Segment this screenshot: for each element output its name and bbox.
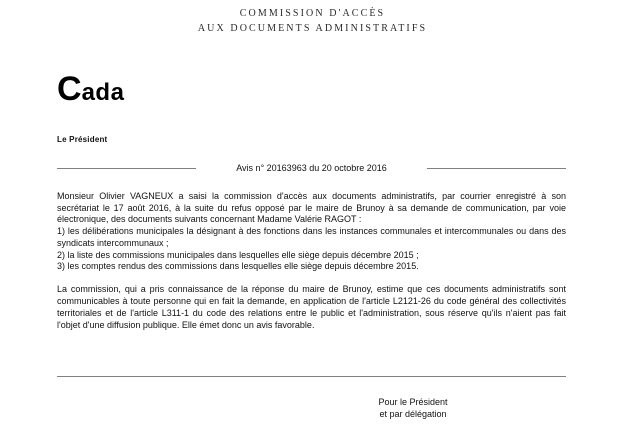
list-item: 2) la liste des commissions municipales dans lesquelles elle siège depuis décembre 2015 ; [57,249,419,260]
document-body [57,191,566,331]
signature-block [348,397,478,420]
avis-title: Avis n° 20163963 du 20 octobre 2016 [236,163,387,173]
letterhead-line-1: COMMISSION D'ACCÈS [239,8,386,19]
divider-left [57,168,196,169]
list-item: 1) les délibérations municipales la désignant à des fonctions dans les instances communales et intercommunales ou dans des syndicats intercommunaux ; [57,226,566,248]
signature-line-1: Pour le Président [378,397,448,407]
logo-initial: C [57,70,82,108]
footer-divider [57,376,566,377]
signature-line-2: et par délégation [379,408,447,419]
role-label: Le Président [57,135,108,144]
intro-paragraph: Monsieur Olivier VAGNEUX a saisi la commission d'accès aux documents administratifs, par courrier enregistré à son secrétariat le 17 août 2016, à la suite du refus opposé par le maire de Brunoy à sa demande de communication, par voie électronique, des documents suivants concernant Madame Valérie RAGOT : [57,191,566,225]
divider-right [427,168,566,169]
letterhead [0,6,625,36]
logo-wordmark: ada [81,79,125,106]
letterhead-line-2: AUX DOCUMENTS ADMINISTRATIFS [197,23,428,34]
list-item: 3) les comptes rendus des commissions dans lesquelles elle siège depuis décembre 2015. [57,261,419,272]
cada-logo [57,72,124,106]
avis-heading-row [57,161,566,175]
conclusion-paragraph: La commission, qui a pris connaissance de la réponse du maire de Brunoy, estime que ces documents administratifs sont communicables à toute personne qui en fait la demande, en application de l'article L2121-26 du code général des collectivités territoriales et de l'article L311-1 du code des relations entre le public et l'administration, sous réserve qu'ils n'aient pas fait l'objet d'une diffusion publique. Elle émet donc un avis favorable. [57,284,566,330]
